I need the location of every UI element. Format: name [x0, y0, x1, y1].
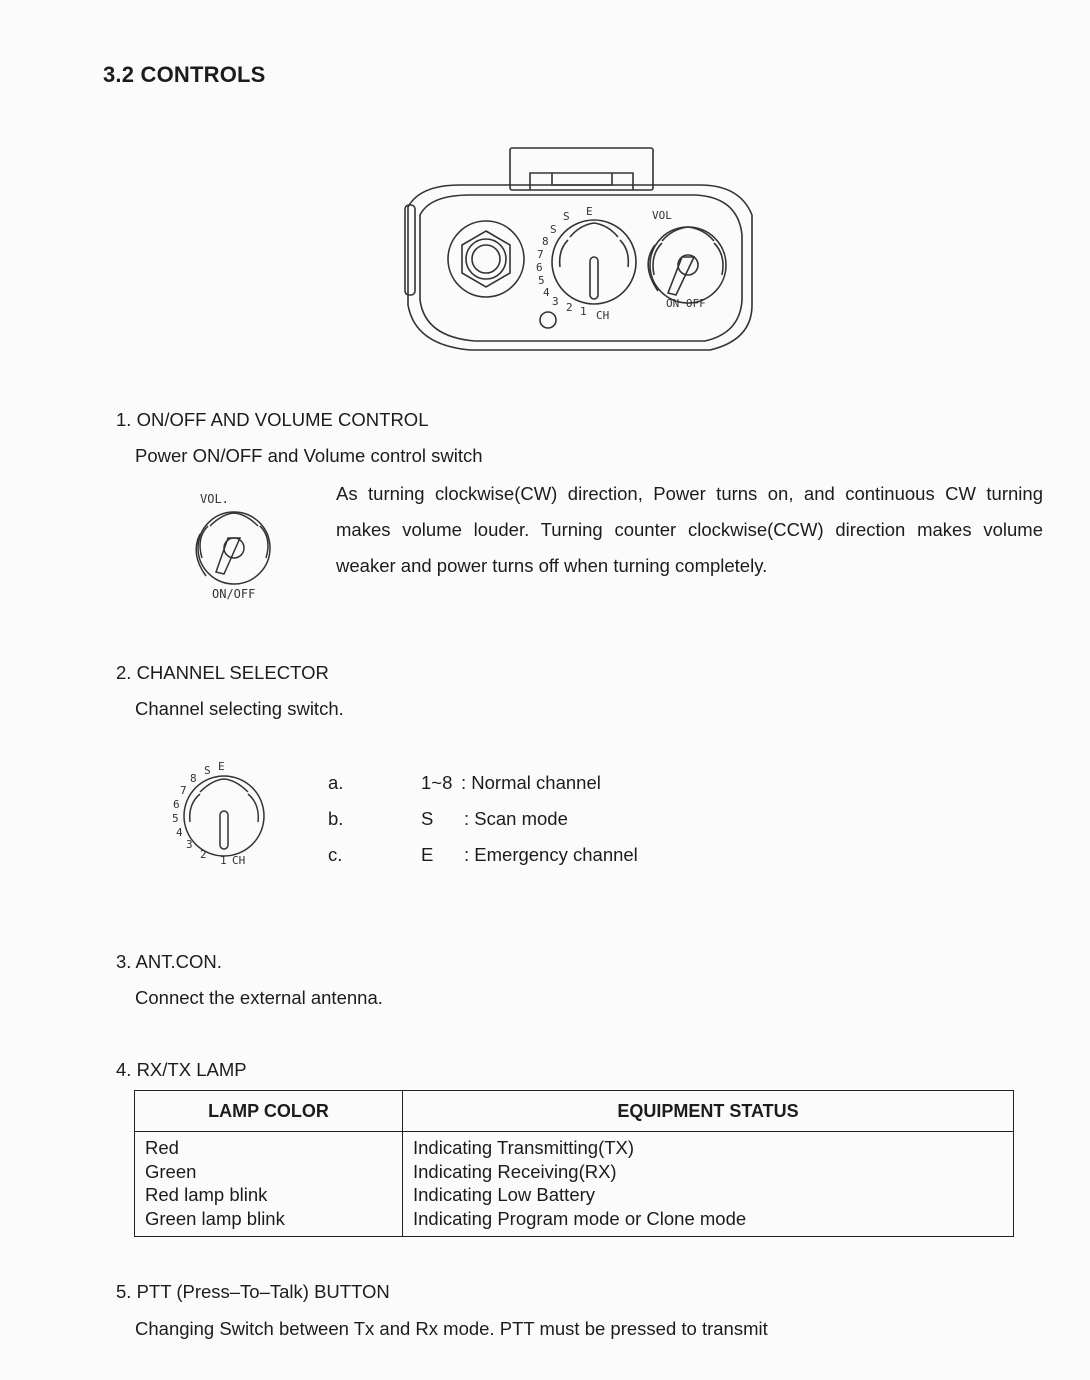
- radio-clip-housing: [510, 148, 653, 190]
- ch-dial-label: 7: [537, 248, 544, 261]
- ch-item-c-key: E: [421, 844, 434, 865]
- radio-top-view-diagram: [400, 145, 760, 360]
- section-5-heading: 5. PTT (Press–To–Talk) BUTTON: [116, 1281, 390, 1302]
- status-item: Indicating Low Battery: [413, 1184, 596, 1205]
- dial-label: 5: [172, 812, 179, 825]
- vol-diagram-top-label: VOL.: [200, 492, 229, 506]
- ch-dial-label: S: [563, 210, 570, 223]
- lamp-color-item: Red lamp blink: [145, 1184, 268, 1205]
- dial-label: 1: [220, 854, 227, 867]
- ch-item-a-letter: a.: [328, 772, 344, 793]
- table-header-row: [135, 1091, 1014, 1132]
- ch-item-b-desc: : Scan mode: [464, 808, 568, 829]
- vol-diagram-bottom-label: ON/OFF: [212, 587, 256, 601]
- channel-selector-knob: [540, 220, 636, 328]
- dial-label: E: [218, 760, 225, 773]
- vol-label: VOL: [652, 209, 672, 222]
- section-4-heading: 4. RX/TX LAMP: [116, 1059, 247, 1080]
- dial-ch-label: CH: [232, 854, 246, 867]
- dial-label: 7: [180, 784, 187, 797]
- dial-label: 3: [186, 838, 193, 851]
- section-1-subtitle: Power ON/OFF and Volume control switch: [135, 445, 483, 466]
- ch-dial-label: 8: [542, 235, 549, 248]
- dial-label: 8: [190, 772, 197, 785]
- ch-item-a-desc: : Normal channel: [461, 772, 601, 793]
- ch-item-a-key: 1~8: [421, 772, 453, 793]
- table-row: [135, 1132, 1014, 1237]
- ch-label: CH: [596, 309, 610, 322]
- section-2-heading: 2. CHANNEL SELECTOR: [116, 662, 329, 683]
- volume-control-diagram: [180, 486, 290, 606]
- section-1-heading: 1. ON/OFF AND VOLUME CONTROL: [116, 409, 429, 430]
- section-3-heading: 3. ANT.CON.: [116, 951, 222, 972]
- rx-tx-lamp-table: [134, 1090, 1014, 1237]
- ch-item-b-key: S: [421, 808, 434, 829]
- lamp-color-item: Red: [145, 1137, 179, 1158]
- dial-label: S: [204, 764, 211, 777]
- lamp-color-item: Green lamp blink: [145, 1207, 285, 1229]
- section-3-subtitle: Connect the external antenna.: [135, 987, 383, 1008]
- ch-item-c-desc: : Emergency channel: [464, 844, 638, 865]
- volume-knob: [648, 227, 726, 303]
- lamp-color-item: Green: [145, 1160, 197, 1182]
- ch-dial-label: 2: [566, 301, 573, 314]
- channel-selector-diagram: [158, 756, 278, 876]
- status-item: Indicating Program mode or Clone mode: [413, 1207, 747, 1229]
- ch-dial-label: S: [550, 223, 557, 236]
- table-header-equipment-status: EQUIPMENT STATUS: [403, 1091, 1014, 1132]
- ch-dial-label: 1: [580, 305, 587, 318]
- ch-dial-label: 6: [536, 261, 543, 274]
- dial-label: 2: [200, 848, 207, 861]
- table-header-lamp-color: LAMP COLOR: [135, 1091, 403, 1132]
- onoff-label: ON OFF: [666, 297, 706, 310]
- antenna-connector: [448, 221, 524, 297]
- lamp-color-cell: [135, 1132, 403, 1237]
- status-item: Indicating Transmitting(TX): [413, 1137, 635, 1158]
- ch-item-c-letter: c.: [328, 844, 343, 865]
- section-2-subtitle: Channel selecting switch.: [135, 698, 344, 719]
- page-title: 3.2 CONTROLS: [103, 62, 266, 87]
- section-1-description: As turning clockwise(CW) direction, Power turns on, and continuous CW turning makes volume louder. Turning counter clockwise(CCW) direction makes volume weaker and power turns off when turning completely.: [336, 483, 1043, 576]
- radio-body-outline: [408, 185, 752, 350]
- dial-label: 4: [176, 826, 183, 839]
- status-item: Indicating Receiving(RX): [413, 1160, 617, 1182]
- ch-dial-label: 4: [543, 286, 550, 299]
- ch-dial-label: 3: [552, 295, 559, 308]
- dial-label: 6: [173, 798, 180, 811]
- ch-dial-label: 5: [538, 274, 545, 287]
- ch-item-b-letter: b.: [328, 808, 344, 829]
- ch-dial-label: E: [586, 205, 593, 218]
- section-5-subtitle: Changing Switch between Tx and Rx mode. PTT must be pressed to transmit: [135, 1318, 768, 1339]
- equipment-status-cell: [403, 1132, 1014, 1237]
